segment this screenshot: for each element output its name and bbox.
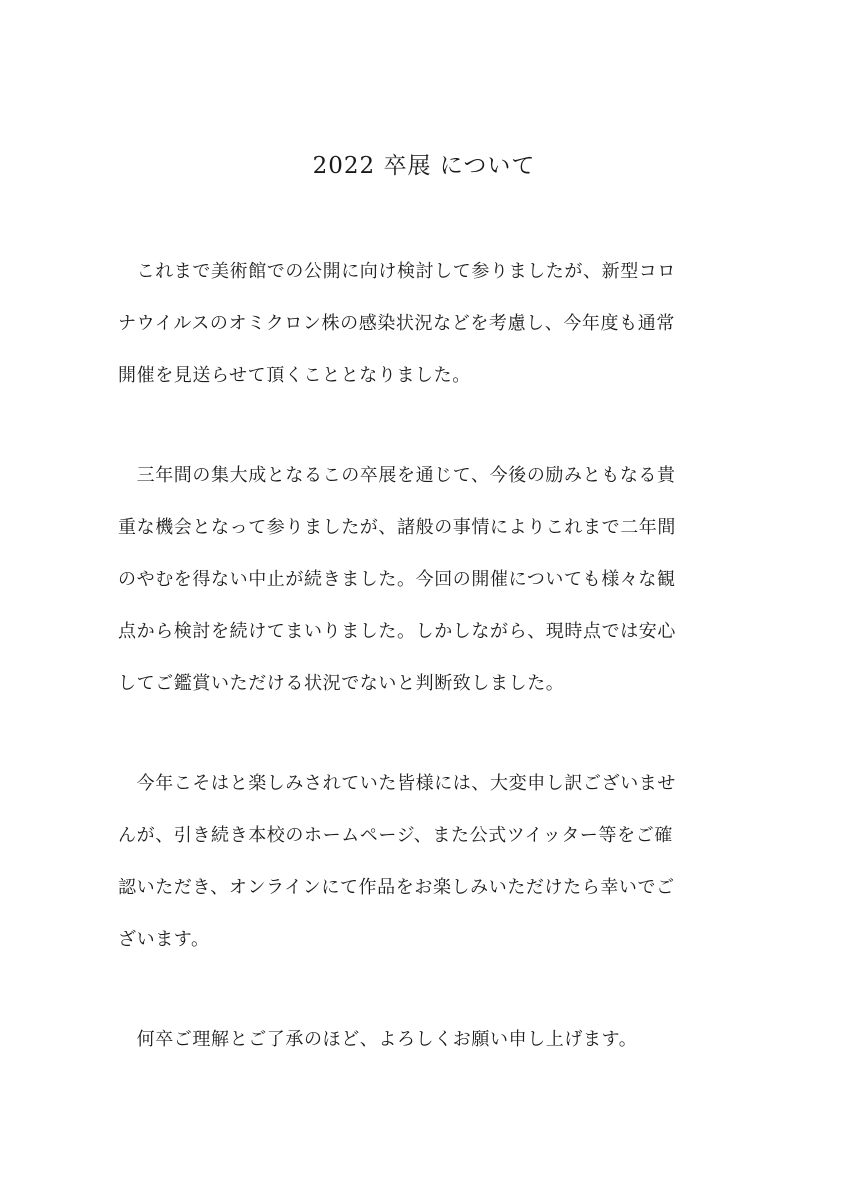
paragraph-text: 今年こそはと楽しみされていた皆様には、大変申し訳ございませ んが、引き続き本校のホームページ、また公式ツイッター等をご確 認いただき、オンラインにて作品をお楽しみいただけたら幸いでご ざいます。 xyxy=(118,773,676,950)
paragraph-text: 何卒ご理解とご了承のほど、よろしくお願い申し上げます。 xyxy=(118,1029,638,1050)
paragraph-text: これまで美術館での公開に向け検討して参りましたが、新型コロ ナウイルスのオミクロン株の感染状況などを考慮し、今年度も通常 開催を見送らせて頂くこととなりました。 xyxy=(118,261,676,386)
paragraph-text: 三年間の集大成となるこの卒展を通じて、今後の励みともなる貴 重な機会となって参りましたが、諸般の事情によりこれまで二年間 のやむを得ない中止が続きました。今回の開催についても様々な観 点から検討を続けてまいりました。しかしながら、現時点では安心 してご鑑賞いただける状況でないと判断致しました。 xyxy=(118,465,676,694)
paragraph-background xyxy=(118,450,730,710)
page-title: 2022 卒展 について xyxy=(312,153,536,179)
paragraph-announcement xyxy=(118,246,730,402)
paragraph-apology xyxy=(118,758,730,966)
paragraph-closing xyxy=(118,1014,730,1066)
